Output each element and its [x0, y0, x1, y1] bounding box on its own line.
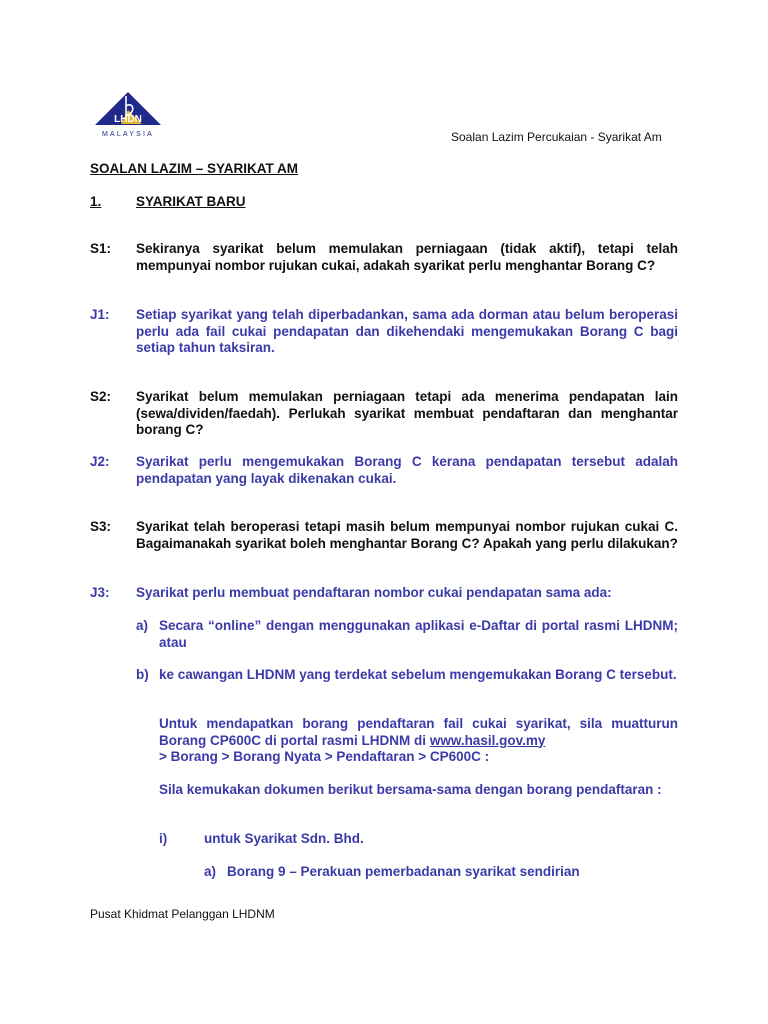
sub-item-text: untuk Syarikat Sdn. Bhd.: [204, 831, 364, 846]
download-text: Untuk mendapatkan borang pendaftaran fail cukai syarikat, sila muatturun Borang CP600C di portal rasmi LHDNM di: [159, 716, 678, 748]
list-item-text: Secara “online” dengan menggunakan aplikasi e-Daftar di portal rasmi LHDNM; atau: [159, 618, 678, 650]
sub-a-text: Borang 9 – Perakuan pemerbadanan syarikat sendirian: [227, 864, 580, 879]
list-item-label: a): [136, 618, 149, 633]
list-item-label: b): [136, 667, 149, 682]
answer-label: J2:: [90, 454, 110, 469]
logo-text: LHDN: [114, 114, 142, 125]
question-label: S2:: [90, 389, 112, 404]
list-item-text: ke cawangan LHDNM yang terdekat sebelum mengemukakan Borang C tersebut.: [159, 667, 677, 682]
answer-text: Setiap syarikat yang telah diperbadankan, sama ada dorman atau belum beroperasi perlu ada fail cukai pendapatan dan dikehendaki mengemukakan Borang C bagi setiap tahun taksiran.: [136, 307, 678, 355]
question-text: Syarikat telah beroperasi tetapi masih belum mempunyai nombor rujukan cukai C. Bagaimanakah syarikat boleh menghantar Borang C? Apakah yang perlu dilakukan?: [136, 519, 678, 551]
documents-text: Sila kemukakan dokumen berikut bersama-sama dengan borang pendaftaran :: [159, 782, 662, 797]
question-text: Sekiranya syarikat belum memulakan perniagaan (tidak aktif), tetapi telah mempunyai nombor rujukan cukai, adakah syarikat perlu menghantar Borang C?: [136, 241, 678, 273]
footer-text: Pusat Khidmat Pelanggan LHDNM: [90, 907, 275, 921]
lhdn-logo: [88, 88, 168, 140]
section-number: 1.: [90, 194, 102, 209]
logo-subtext: MALAYSIA: [101, 131, 155, 138]
main-heading: SOALAN LAZIM – SYARIKAT AM: [90, 161, 299, 176]
sub-item-label: i): [159, 831, 168, 846]
question-label: S1:: [90, 241, 112, 256]
answer-label: J3:: [90, 585, 110, 600]
question-text: Syarikat belum memulakan perniagaan tetapi ada menerima pendapatan lain (sewa/dividen/faedah). Perlukah syarikat membuat pendaftaran dan menghantar borang C?: [136, 389, 678, 437]
question-label: S3:: [90, 519, 112, 534]
answer-text: Syarikat perlu membuat pendaftaran nombor cukai pendapatan sama ada:: [136, 585, 612, 600]
header-title: Soalan Lazim Percukaian - Syarikat Am: [451, 130, 662, 144]
download-instructions: [159, 716, 678, 749]
answer-text: Syarikat perlu mengemukakan Borang C kerana pendapatan tersebut adalah pendapatan yang layak dikenakan cukai.: [136, 454, 678, 486]
section-title: SYARIKAT BARU: [136, 194, 246, 209]
answer-label: J1:: [90, 307, 110, 322]
download-path: > Borang > Borang Nyata > Pendaftaran > CP600C :: [159, 749, 490, 764]
sub-a-label: a): [204, 864, 217, 879]
hasil-website-link[interactable]: www.hasil.gov.my: [429, 732, 546, 748]
